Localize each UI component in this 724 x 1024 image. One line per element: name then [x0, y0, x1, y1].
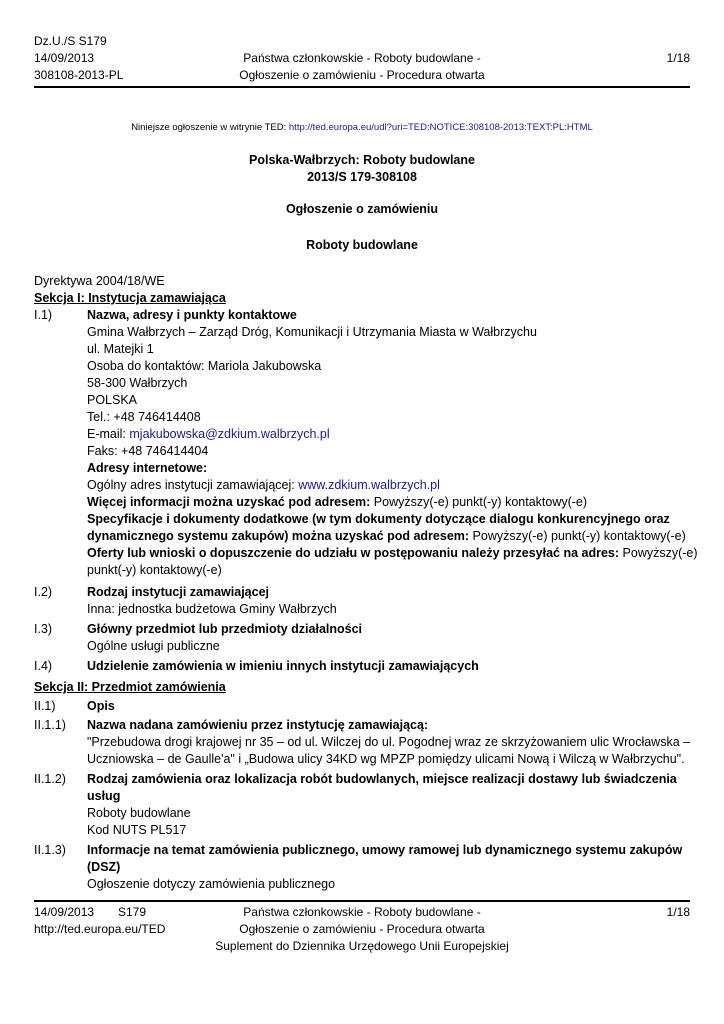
- contact-street: ul. Matejki 1: [87, 342, 154, 356]
- section-i2-number: I.2): [34, 585, 53, 599]
- contract-name-line1: "Przebudowa drogi krajowej nr 35 – od ul. Wilczej do ul. Pogodnej wraz ze skrzyżowaniem ulic Wrocławska –: [87, 735, 691, 749]
- header-notice-id: 308108-2013-PL: [34, 68, 124, 82]
- section-ii13-title-line1: Informacje na temat zamówienia publicznego, umowy ramowej lub dynamicznego systemu zakupów: [87, 843, 683, 857]
- ted-notice-line: [0, 121, 724, 134]
- directive: Dyrektywa 2004/18/WE: [34, 274, 165, 288]
- section-i4-content: [87, 658, 687, 675]
- section-i4-title: Udzielenie zamówienia w imieniu innych instytucji zamawiających: [87, 659, 479, 673]
- section-i3-title: Główny przedmiot lub przedmioty działalności: [87, 622, 363, 636]
- header-rule: [34, 86, 690, 88]
- footer-center-line1: Państwa członkowskie - Roboty budowlane -: [243, 905, 481, 919]
- section-i2-title: Rodzaj instytucji zamawiającej: [87, 585, 270, 599]
- section-i3-value: Ogólne usługi publiczne: [87, 639, 220, 653]
- general-address-line: [87, 477, 687, 494]
- more-info-value: Powyższy(-e) punkt(-y) kontaktowy(-e): [370, 495, 588, 509]
- section-2-heading: Sekcja II: Przedmiot zamówienia: [34, 680, 226, 694]
- offers-value-part1: Powyższy(-e): [619, 546, 698, 560]
- footer-center-line3: Suplement do Dziennika Urzędowego Unii Europejskiej: [215, 939, 509, 953]
- contract-name-line2: Uczniowska – de Gaulle'a" i „Budowa ulicy 34KD wg MPZP pomiędzy ulicami Nową i Wilczą w Wałbrzychu".: [87, 752, 685, 766]
- spec-label-line2: dynamicznego systemu zakupów) można uzyskać pod adresem:: [87, 529, 470, 543]
- title-block: [0, 152, 724, 186]
- header-center: [200, 50, 524, 84]
- contact-city: 58-300 Wałbrzych: [87, 376, 188, 390]
- contact-organisation: Gmina Wałbrzych – Zarząd Dróg, Komunikacji i Utrzymania Miasta w Wałbrzychu: [87, 325, 537, 339]
- section-1-heading: Sekcja I: Instytucja zamawiająca: [34, 291, 226, 305]
- contact-fax: Faks: +48 746414404: [87, 444, 209, 458]
- section-ii12-title-line1: Rodzaj zamówienia oraz lokalizacja robót budowlanych, miejsce realizacji dostawy lub świadczenia: [87, 772, 677, 786]
- more-info-line: [87, 494, 687, 511]
- general-address-label: Ogólny adres instytucji zamawiającej:: [87, 478, 299, 492]
- footer-date: 14/09/2013: [34, 905, 95, 919]
- section-ii12-content: [87, 771, 687, 839]
- ted-notice-prefix: Niniejsze ogłoszenie w witrynie TED:: [131, 122, 289, 133]
- section-ii12-number: II.1.2): [34, 772, 66, 786]
- title-notice-type: Ogłoszenie o zamówieniu: [285, 202, 439, 216]
- contact-tel: Tel.: +48 746414408: [87, 410, 201, 424]
- header-title-line2: Ogłoszenie o zamówieniu - Procedura otwarta: [239, 68, 485, 82]
- section-ii13-content: [87, 842, 687, 893]
- general-address-link[interactable]: www.zdkium.walbrzych.pl: [298, 478, 440, 492]
- section-i2-value: Inna: jednostka budżetowa Gminy Wałbrzych: [87, 602, 337, 616]
- offers-label: Oferty lub wnioski o dopuszczenie do udziału w postępowaniu należy przesyłać na adres:: [87, 546, 620, 560]
- internet-addresses-heading: Adresy internetowe:: [87, 461, 208, 475]
- spec-value: Powyższy(-e) punkt(-y) kontaktowy(-e): [469, 529, 686, 543]
- section-ii13-number: II.1.3): [34, 843, 66, 857]
- ted-notice-link[interactable]: http://ted.europa.eu/udl?uri=TED:NOTICE:308108-2013:TEXT:PL:HTML: [288, 122, 593, 133]
- header-journal-ref: Dz.U./S S179: [34, 34, 107, 48]
- section-i1-number: I.1): [34, 308, 53, 322]
- title-notice-number: 2013/S 179-308108: [307, 170, 417, 184]
- header-page-number: 1/18: [666, 51, 690, 65]
- section-ii11-number: II.1.1): [34, 718, 66, 732]
- section-i3-content: [87, 621, 687, 655]
- section-ii11-title: Nazwa nadana zamówieniu przez instytucję zamawiającą:: [87, 718, 429, 732]
- section-ii1-number: II.1): [34, 699, 56, 713]
- contact-email-line: [87, 426, 687, 443]
- contact-email-link[interactable]: mjakubowska@zdkium.walbrzych.pl: [129, 427, 330, 441]
- contact-email-label: E-mail:: [87, 427, 130, 441]
- more-info-label: Więcej informacji można uzyskać pod adresem:: [87, 495, 371, 509]
- offers-line1: [87, 545, 698, 562]
- footer-center: [190, 904, 534, 955]
- contact-country: POLSKA: [87, 393, 138, 407]
- spec-label-line1: Specyfikacje i dokumenty dodatkowe (w tym dokumenty dotyczące dialogu konkurencyjnego oraz: [87, 512, 670, 526]
- section-ii11-content: [87, 717, 691, 768]
- title-contract-type: Roboty budowlane: [306, 238, 418, 252]
- section-i2-content: [87, 584, 687, 618]
- header-title-line1: Państwa członkowskie - Roboty budowlane -: [243, 51, 481, 65]
- contact-person: Osoba do kontaktów: Mariola Jakubowska: [87, 359, 322, 373]
- section-i4-number: I.4): [34, 659, 53, 673]
- section-ii1-content: [87, 698, 687, 715]
- section-i1-content: [87, 307, 698, 579]
- footer-center-line2: Ogłoszenie o zamówieniu - Procedura otwarta: [239, 922, 485, 936]
- offers-value-part2: punkt(-y) kontaktowy(-e): [87, 563, 222, 577]
- footer-issue: S179: [118, 905, 147, 919]
- section-i1-title: Nazwa, adresy i punkty kontaktowe: [87, 308, 297, 322]
- footer-rule: [34, 900, 690, 902]
- footer-page-number: 1/18: [666, 905, 690, 919]
- footer-ted-link[interactable]: http://ted.europa.eu/TED: [34, 922, 166, 936]
- section-ii1-title: Opis: [87, 699, 115, 713]
- section-ii12-title-line2: usług: [87, 789, 121, 803]
- header-date: 14/09/2013: [34, 51, 95, 65]
- section-ii13-value: Ogłoszenie dotyczy zamówienia publicznego: [87, 877, 336, 891]
- header-left: [34, 33, 123, 84]
- section-ii12-nuts-code: Kod NUTS PL517: [87, 823, 187, 837]
- section-ii13-title-line2: (DSZ): [87, 860, 121, 874]
- title-place-type: Polska-Wałbrzych: Roboty budowlane: [249, 153, 475, 167]
- section-ii12-contract-type: Roboty budowlane: [87, 806, 191, 820]
- spec-line2: [87, 528, 687, 545]
- section-i3-number: I.3): [34, 622, 53, 636]
